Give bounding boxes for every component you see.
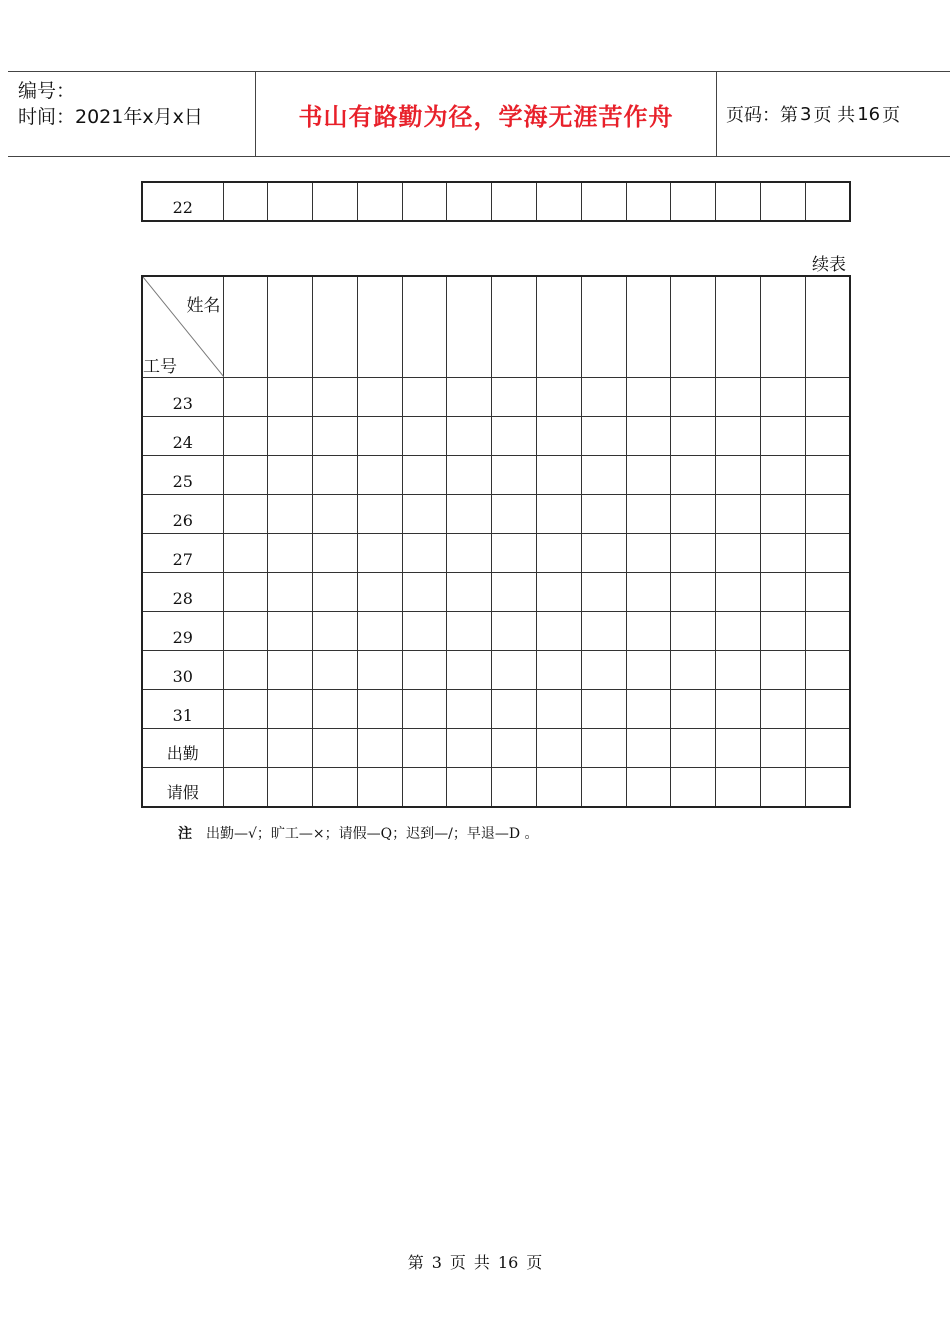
attendance-cell xyxy=(492,456,537,495)
page-mid: 页 共 xyxy=(813,105,856,126)
attendance-cell xyxy=(626,651,671,690)
page-label: 页码：第 xyxy=(726,105,798,126)
row-label: 24 xyxy=(142,417,223,456)
attendance-cell xyxy=(805,573,850,612)
table-row xyxy=(142,768,850,807)
attendance-cell xyxy=(581,378,626,417)
attendance-cell xyxy=(716,768,761,807)
attendance-cell xyxy=(268,690,313,729)
attendance-cell xyxy=(223,690,268,729)
header-divider xyxy=(716,72,717,156)
attendance-cell xyxy=(357,182,402,221)
attendance-cell xyxy=(537,534,582,573)
attendance-cell xyxy=(492,182,537,221)
footer-gong: 共 xyxy=(473,1253,490,1272)
attendance-cell xyxy=(626,534,671,573)
attendance-cell xyxy=(537,456,582,495)
attendance-cell xyxy=(447,651,492,690)
table-row xyxy=(142,612,850,651)
page-suffix: 页 xyxy=(882,105,901,126)
attendance-cell xyxy=(223,495,268,534)
name-header-cell xyxy=(581,276,626,378)
attendance-cell xyxy=(761,378,806,417)
attendance-cell xyxy=(671,495,716,534)
header-id-label: 工号 xyxy=(143,357,177,377)
attendance-cell xyxy=(671,729,716,768)
attendance-cell xyxy=(402,690,447,729)
attendance-cell xyxy=(268,378,313,417)
attendance-cell xyxy=(671,573,716,612)
legend-note xyxy=(178,823,539,843)
attendance-cell xyxy=(447,495,492,534)
attendance-cell xyxy=(492,417,537,456)
attendance-cell xyxy=(492,690,537,729)
attendance-cell xyxy=(805,768,850,807)
attendance-cell xyxy=(716,456,761,495)
attendance-table-top xyxy=(141,181,851,222)
footer-di: 第 xyxy=(407,1253,424,1272)
table-row xyxy=(142,690,850,729)
attendance-cell xyxy=(357,768,402,807)
attendance-cell xyxy=(626,182,671,221)
attendance-cell xyxy=(492,534,537,573)
attendance-cell xyxy=(581,768,626,807)
attendance-cell xyxy=(357,612,402,651)
attendance-cell xyxy=(313,182,358,221)
attendance-cell xyxy=(268,729,313,768)
name-header-cell xyxy=(537,276,582,378)
page-total: 16 xyxy=(857,103,881,125)
attendance-cell xyxy=(671,378,716,417)
attendance-cell xyxy=(761,534,806,573)
attendance-cell xyxy=(581,651,626,690)
attendance-cell xyxy=(357,495,402,534)
table-row xyxy=(142,729,850,768)
attendance-cell xyxy=(716,729,761,768)
table-header-row xyxy=(142,276,850,378)
header-name-label: 姓名 xyxy=(186,296,221,316)
row-label: 23 xyxy=(142,378,223,417)
attendance-cell xyxy=(761,573,806,612)
attendance-cell xyxy=(626,417,671,456)
attendance-cell xyxy=(357,456,402,495)
attendance-cell xyxy=(313,573,358,612)
row-label: 请假 xyxy=(142,768,223,807)
attendance-cell xyxy=(492,768,537,807)
attendance-cell xyxy=(268,573,313,612)
row-label: 22 xyxy=(142,182,223,221)
attendance-cell xyxy=(402,651,447,690)
attendance-cell xyxy=(357,573,402,612)
table-row xyxy=(142,182,850,221)
attendance-cell xyxy=(626,690,671,729)
attendance-cell xyxy=(492,378,537,417)
attendance-cell xyxy=(313,534,358,573)
attendance-cell xyxy=(626,573,671,612)
attendance-cell xyxy=(313,495,358,534)
row-label: 出勤 xyxy=(142,729,223,768)
attendance-cell xyxy=(581,182,626,221)
footer-ye: 页 xyxy=(449,1253,466,1272)
attendance-cell xyxy=(447,690,492,729)
attendance-cell xyxy=(626,378,671,417)
footer-current: 3 xyxy=(431,1253,442,1272)
name-header-cell xyxy=(223,276,268,378)
attendance-cell xyxy=(223,729,268,768)
attendance-cell xyxy=(805,534,850,573)
page-footer xyxy=(0,1250,950,1273)
attendance-cell xyxy=(268,651,313,690)
attendance-cell xyxy=(447,768,492,807)
attendance-cell xyxy=(447,378,492,417)
attendance-cell xyxy=(626,768,671,807)
attendance-cell xyxy=(447,729,492,768)
name-header-cell xyxy=(492,276,537,378)
attendance-cell xyxy=(268,612,313,651)
table-row xyxy=(142,378,850,417)
document-number-label: 编号： xyxy=(18,80,76,102)
attendance-cell xyxy=(805,651,850,690)
attendance-cell xyxy=(313,417,358,456)
attendance-cell xyxy=(492,651,537,690)
attendance-cell xyxy=(402,534,447,573)
attendance-cell xyxy=(268,182,313,221)
name-header-cell xyxy=(805,276,850,378)
attendance-cell xyxy=(357,417,402,456)
attendance-cell xyxy=(761,768,806,807)
attendance-cell xyxy=(671,456,716,495)
attendance-cell xyxy=(626,729,671,768)
attendance-cell xyxy=(537,768,582,807)
document-time-label: 时间：2021年x月x日 xyxy=(18,106,203,128)
attendance-cell xyxy=(357,690,402,729)
row-label: 31 xyxy=(142,690,223,729)
attendance-cell xyxy=(716,573,761,612)
attendance-cell xyxy=(402,612,447,651)
attendance-cell xyxy=(761,417,806,456)
name-header-cell xyxy=(313,276,358,378)
diagonal-header-cell xyxy=(142,276,223,378)
header-page-info xyxy=(726,72,902,156)
attendance-cell xyxy=(581,534,626,573)
attendance-cell xyxy=(671,182,716,221)
attendance-cell xyxy=(313,456,358,495)
table-row xyxy=(142,456,850,495)
name-header-cell xyxy=(716,276,761,378)
attendance-cell xyxy=(357,651,402,690)
attendance-cell xyxy=(223,378,268,417)
attendance-cell xyxy=(402,729,447,768)
attendance-cell xyxy=(761,456,806,495)
attendance-cell xyxy=(671,534,716,573)
attendance-cell xyxy=(716,182,761,221)
attendance-cell xyxy=(671,612,716,651)
table-row xyxy=(142,417,850,456)
note-text: 出勤—√；旷工—×；请假—Q；迟到—/；早退—D 。 xyxy=(206,826,539,842)
attendance-cell xyxy=(537,690,582,729)
attendance-cell xyxy=(313,378,358,417)
attendance-cell xyxy=(537,573,582,612)
table-row xyxy=(142,534,850,573)
attendance-cell xyxy=(313,768,358,807)
attendance-cell xyxy=(537,378,582,417)
attendance-cell xyxy=(805,729,850,768)
attendance-cell xyxy=(223,612,268,651)
attendance-cell xyxy=(313,729,358,768)
attendance-cell xyxy=(581,729,626,768)
name-header-cell xyxy=(761,276,806,378)
attendance-cell xyxy=(761,182,806,221)
attendance-cell xyxy=(761,651,806,690)
name-header-cell xyxy=(626,276,671,378)
attendance-cell xyxy=(626,612,671,651)
table-row xyxy=(142,495,850,534)
attendance-cell xyxy=(357,534,402,573)
attendance-cell xyxy=(581,573,626,612)
row-label: 29 xyxy=(142,612,223,651)
attendance-cell xyxy=(268,768,313,807)
attendance-cell xyxy=(537,729,582,768)
attendance-cell xyxy=(492,495,537,534)
attendance-cell xyxy=(447,456,492,495)
footer-total: 16 xyxy=(497,1253,519,1272)
attendance-cell xyxy=(626,456,671,495)
attendance-cell xyxy=(492,612,537,651)
attendance-cell xyxy=(671,417,716,456)
attendance-cell xyxy=(805,612,850,651)
name-header-cell xyxy=(268,276,313,378)
attendance-cell xyxy=(581,495,626,534)
row-label: 25 xyxy=(142,456,223,495)
attendance-cell xyxy=(716,417,761,456)
page-current: 3 xyxy=(800,103,812,125)
attendance-cell xyxy=(761,495,806,534)
name-header-cell xyxy=(671,276,716,378)
attendance-cell xyxy=(716,651,761,690)
attendance-cell xyxy=(223,651,268,690)
attendance-cell xyxy=(447,573,492,612)
attendance-table xyxy=(141,275,851,808)
attendance-cell xyxy=(716,612,761,651)
attendance-cell xyxy=(268,417,313,456)
attendance-cell xyxy=(268,534,313,573)
row-label: 26 xyxy=(142,495,223,534)
header-motto: 书山有路勤为径，学海无涯苦作舟 xyxy=(298,102,674,131)
header-meta xyxy=(18,78,203,130)
attendance-cell xyxy=(716,534,761,573)
attendance-cell xyxy=(581,690,626,729)
table-row xyxy=(142,573,850,612)
table-row xyxy=(142,651,850,690)
attendance-cell xyxy=(761,612,806,651)
page-header xyxy=(8,71,950,157)
attendance-cell xyxy=(223,456,268,495)
attendance-cell xyxy=(537,495,582,534)
attendance-cell xyxy=(223,573,268,612)
attendance-cell xyxy=(402,768,447,807)
attendance-cell xyxy=(447,182,492,221)
attendance-cell xyxy=(223,417,268,456)
attendance-cell xyxy=(357,729,402,768)
attendance-cell xyxy=(716,378,761,417)
attendance-cell xyxy=(492,729,537,768)
attendance-cell xyxy=(805,495,850,534)
attendance-cell xyxy=(357,378,402,417)
attendance-cell xyxy=(447,612,492,651)
attendance-cell xyxy=(313,651,358,690)
attendance-cell xyxy=(447,417,492,456)
attendance-cell xyxy=(402,182,447,221)
attendance-cell xyxy=(402,456,447,495)
attendance-cell xyxy=(268,456,313,495)
attendance-cell xyxy=(805,456,850,495)
attendance-cell xyxy=(581,612,626,651)
attendance-cell xyxy=(402,378,447,417)
attendance-cell xyxy=(537,417,582,456)
attendance-cell xyxy=(581,417,626,456)
attendance-cell xyxy=(537,651,582,690)
attendance-cell xyxy=(402,495,447,534)
footer-ye: 页 xyxy=(526,1253,543,1272)
attendance-cell xyxy=(537,182,582,221)
continued-label: 续表 xyxy=(812,255,846,275)
name-header-cell xyxy=(357,276,402,378)
attendance-cell xyxy=(537,612,582,651)
attendance-cell xyxy=(402,417,447,456)
attendance-cell xyxy=(805,417,850,456)
attendance-cell xyxy=(313,612,358,651)
attendance-cell xyxy=(671,690,716,729)
attendance-cell xyxy=(716,690,761,729)
row-label: 28 xyxy=(142,573,223,612)
attendance-cell xyxy=(805,690,850,729)
attendance-cell xyxy=(223,182,268,221)
attendance-cell xyxy=(492,573,537,612)
row-label: 30 xyxy=(142,651,223,690)
attendance-cell xyxy=(447,534,492,573)
attendance-cell xyxy=(402,573,447,612)
attendance-cell xyxy=(581,456,626,495)
attendance-cell xyxy=(716,495,761,534)
attendance-cell xyxy=(761,690,806,729)
attendance-cell xyxy=(805,182,850,221)
row-label: 27 xyxy=(142,534,223,573)
attendance-cell xyxy=(805,378,850,417)
attendance-cell xyxy=(223,534,268,573)
attendance-cell xyxy=(313,690,358,729)
attendance-cell xyxy=(626,495,671,534)
note-label: 注 xyxy=(178,826,192,842)
name-header-cell xyxy=(402,276,447,378)
attendance-cell xyxy=(671,768,716,807)
attendance-cell xyxy=(671,651,716,690)
attendance-cell xyxy=(761,729,806,768)
name-header-cell xyxy=(447,276,492,378)
attendance-cell xyxy=(268,495,313,534)
attendance-cell xyxy=(223,768,268,807)
